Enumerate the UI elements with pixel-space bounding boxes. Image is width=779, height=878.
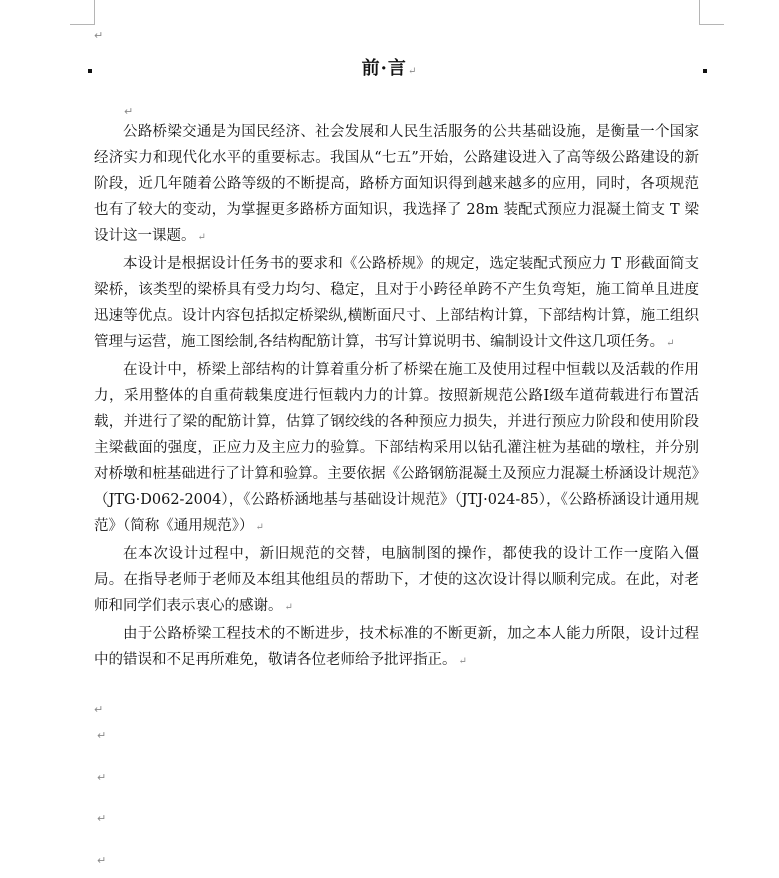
paragraph-mark-icon: ↵ <box>197 232 206 243</box>
page-title[interactable] <box>0 54 779 80</box>
paragraph-mark-icon: ↵ <box>124 105 134 118</box>
paragraph-text: 公路桥梁交通是为国民经济、社会发展和人民生活服务的公共基础设施，是衡量一个国家经济实力和现代化水平的重要标志。我国从“七五”开始，公路建设进入了高等级公路建设的新阶段，近几年随着公路等级的不断提高，路桥方面知识得到越来越多的应用，同时，各项规范也有了较大的变动，为掌握更多路桥方面知识，我选择了 28m 装配式预应力混凝土简支 T 梁设计这一课题。 <box>94 124 699 244</box>
title-text: 前·言 <box>361 58 407 79</box>
paragraph-mark-icon: ↵ <box>94 703 104 716</box>
paragraph[interactable] <box>94 357 699 541</box>
paragraph-text: 本设计是根据设计任务书的要求和《公路桥规》的规定，选定装配式预应力 T 形截面简支梁桥，该类型的梁桥具有受力均匀、稳定，且对于小跨径单跨不产生负弯矩，施工简单且进度迅速等优点。设计内容包括拟定桥梁纵,横断面尺寸、上部结构计算，下部结构计算，施工组织管理与运营，施工图绘制,各结构配筋计算，书写计算说明书、编制设计文件这几项任务。 <box>94 256 699 350</box>
paragraph-mark-icon: ↵ <box>97 854 107 867</box>
paragraph-text: 在设计中，桥梁上部结构的计算着重分析了桥梁在施工及使用过程中恒载以及活载的作用力，采用整体的自重荷载集度进行恒载内力的计算。按照新规范公路Ⅰ级车道荷载进行布置活载，并进行了梁的配筋计算，估算了钢绞线的各种预应力损失，并进行预应力阶段和使用阶段主梁截面的强度，正应力及主应力的验算。下部结构采用以钻孔灌注桩为基础的墩柱，并分别对桥墩和桩基础进行了计算和验算。主要依据《公路钢筋混凝土及预应力混凝土桥涵设计规范》（JTG·D062-2004），《公路桥涵地基与基础设计规范》（JTJ·024-85），《公路桥涵设计通用规范》（简称《通用规范》） <box>94 362 699 534</box>
paragraph[interactable] <box>94 621 699 675</box>
paragraph-text: 在本次设计过程中，新旧规范的交替，电脑制图的操作，都使我的设计工作一度陷入僵局。在指导老师于老师及本组其他组员的帮助下，才使的这次设计得以顺利完成。在此，对老师和同学们表示衷心的感谢。 <box>94 546 699 614</box>
paragraph-mark-icon: ↵ <box>458 656 467 667</box>
paragraph[interactable] <box>94 119 699 251</box>
paragraph-mark-icon: ↵ <box>94 29 104 42</box>
paragraph-mark-icon: ↵ <box>97 812 107 825</box>
paragraph-mark-icon: ↵ <box>407 66 418 77</box>
paragraph-mark-icon: ↵ <box>97 729 107 742</box>
paragraph-mark-icon: ↵ <box>255 522 264 533</box>
paragraph[interactable] <box>94 251 699 357</box>
paragraph-mark-icon: ↵ <box>97 771 107 784</box>
crop-mark-top-left <box>70 0 95 25</box>
crop-mark-top-right <box>699 0 724 25</box>
document-body[interactable] <box>94 119 699 675</box>
paragraph-mark-icon: ↵ <box>666 338 675 349</box>
paragraph[interactable] <box>94 541 699 621</box>
paragraph-mark-icon: ↵ <box>284 602 293 613</box>
paragraph-text: 由于公路桥梁工程技术的不断进步，技术标准的不断更新，加之本人能力所限，设计过程中的错误和不足再所难免，敬请各位老师给予批评指正。 <box>94 626 699 668</box>
